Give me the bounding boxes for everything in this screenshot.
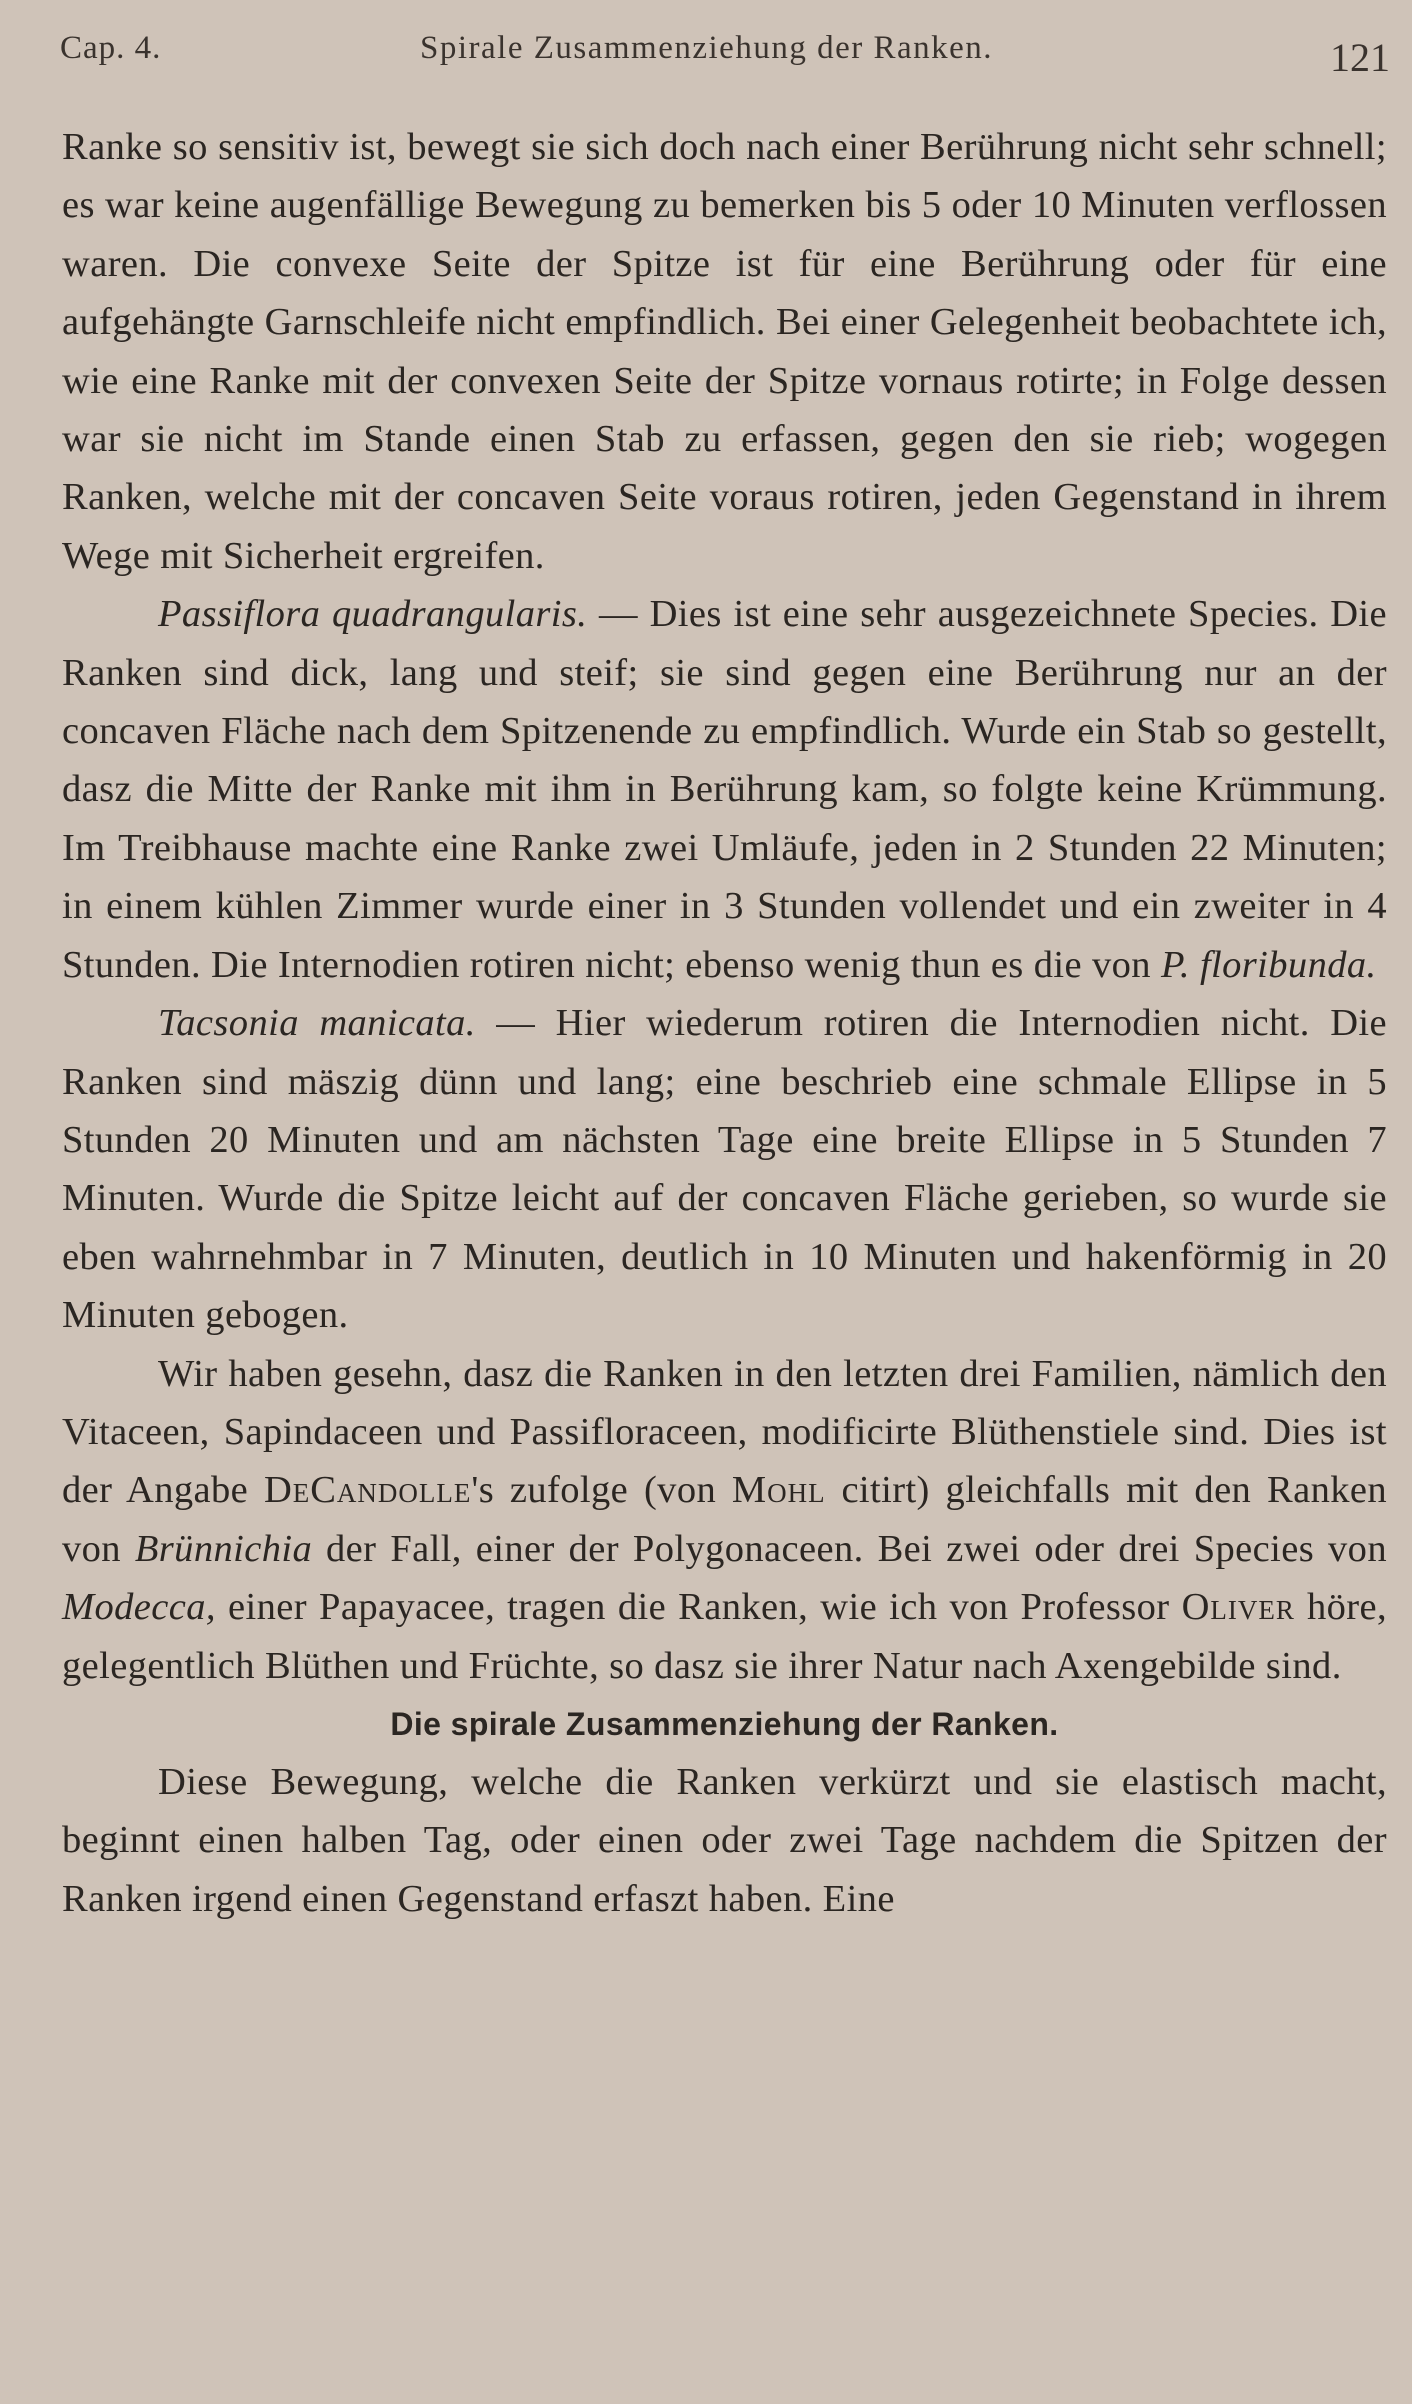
running-title: Spirale Zusammenziehung der Ranken. [420,30,994,66]
page-header [60,22,1390,82]
paragraph-text: Wir haben gesehn, dasz die Ranken in den letzten drei Familien, nämlich den Vitaceen, Sapindaceen und Passifloraceen, modificirte Blüthenstiele sind. Dies ist der Angabe [62,1352,1387,1512]
paragraph-text: — Hier wiederum rotiren die Internodien nicht. Die Ranken sind mäszig dünn und lang; eine beschrieb eine schmale Ellipse in 5 Stunden 20 Minuten und am nächsten Tage eine breite Ellipse in 5 Stunden 7 Minuten. Wurde die Spitze leicht auf der concaven Fläche gerieben, so wurde sie eben wahrnehmbar in 7 Minuten, deutlich in 10 Minuten und hakenförmig in 20 Minuten gebogen. [62,1002,1387,1337]
author-name: DeCandolle [263,1469,472,1512]
species-name: Passiflora quadrangularis. [158,593,588,636]
paragraph-text: citirt) gleichfalls mit den Ranken von [62,1469,1388,1570]
paragraph-text: 's zufolge (von [471,1469,732,1512]
body-text [62,118,1387,1928]
paragraph-text: der Fall, einer der Polygonaceen. Bei zwei oder drei Species von [312,1527,1387,1570]
paragraph-continuation: Ranke so sensitiv ist, bewegt sie sich doch nach einer Berührung nicht sehr schnell; es war keine augenfällige Bewegung zu bemerken bis 5 oder 10 Minuten verflossen waren. Die convexe Seite der Spitze ist für eine Berührung oder für eine aufgehängte Garnschleife nicht empfindlich. Bei einer Gelegenheit beobachtete ich, wie eine Ranke mit der convexen Seite der Spitze vornaus rotirte; in Folge dessen war sie nicht im Stande einen Stab zu erfassen, gegen den sie rieb; wogegen Ranken, welche mit der concaven Seite voraus rotiren, jeden Gegenstand in ihrem Wege mit Sicherheit ergreifen. [62,126,1387,577]
author-name: Mohl [731,1469,826,1512]
paragraph-summary [62,1345,1387,1695]
paragraph-section-start: Diese Bewegung, welche die Ranken verkürzt und sie elastisch macht, beginnt einen halben Tag, oder einen oder zwei Tage nachdem die Spitzen der Ranken irgend einen Gegenstand erfaszt haben. Eine [62,1760,1387,1920]
page-number: 121 [1330,35,1390,80]
paragraph-passiflora [62,585,1387,994]
genus-name: Modecca, [62,1586,216,1629]
paragraph-text: höre, gelegentlich Blüthen und Früchte, so dasz sie ihrer Natur nach Axengebilde sind. [62,1586,1388,1687]
paragraph-text: — Dies ist eine sehr ausgezeichnete Species. Die Ranken sind dick, lang und steif; sie sind gegen eine Berührung nur an der concaven Fläche nach dem Spitzenende zu empfindlich. Wurde ein Stab so gestellt, dasz die Mitte der Ranke mit ihm in Berührung kam, so folgte keine Krümmung. Im Treibhause machte eine Ranke zwei Umläufe, jeden in 2 Stunden 22 Minuten; in einem kühlen Zimmer wurde einer in 3 Stunden vollendet und ein zweiter in 4 Stunden. Die Internodien rotiren nicht; ebenso wenig thun es die von [62,593,1387,986]
species-name: P. floribunda. [1160,943,1377,986]
author-name: Oliver [1181,1586,1295,1629]
section-heading: Die spirale Zusammenziehung der Ranken. [390,1705,1059,1742]
chapter-label: Cap. 4. [60,30,162,66]
species-name: Tacsonia manicata. [158,1002,476,1045]
genus-name: Brünnichia [134,1527,313,1570]
paragraph-text: einer Papayacee, tragen die Ranken, wie ich von Professor [215,1586,1182,1629]
paragraph-tacsonia [62,994,1387,1344]
